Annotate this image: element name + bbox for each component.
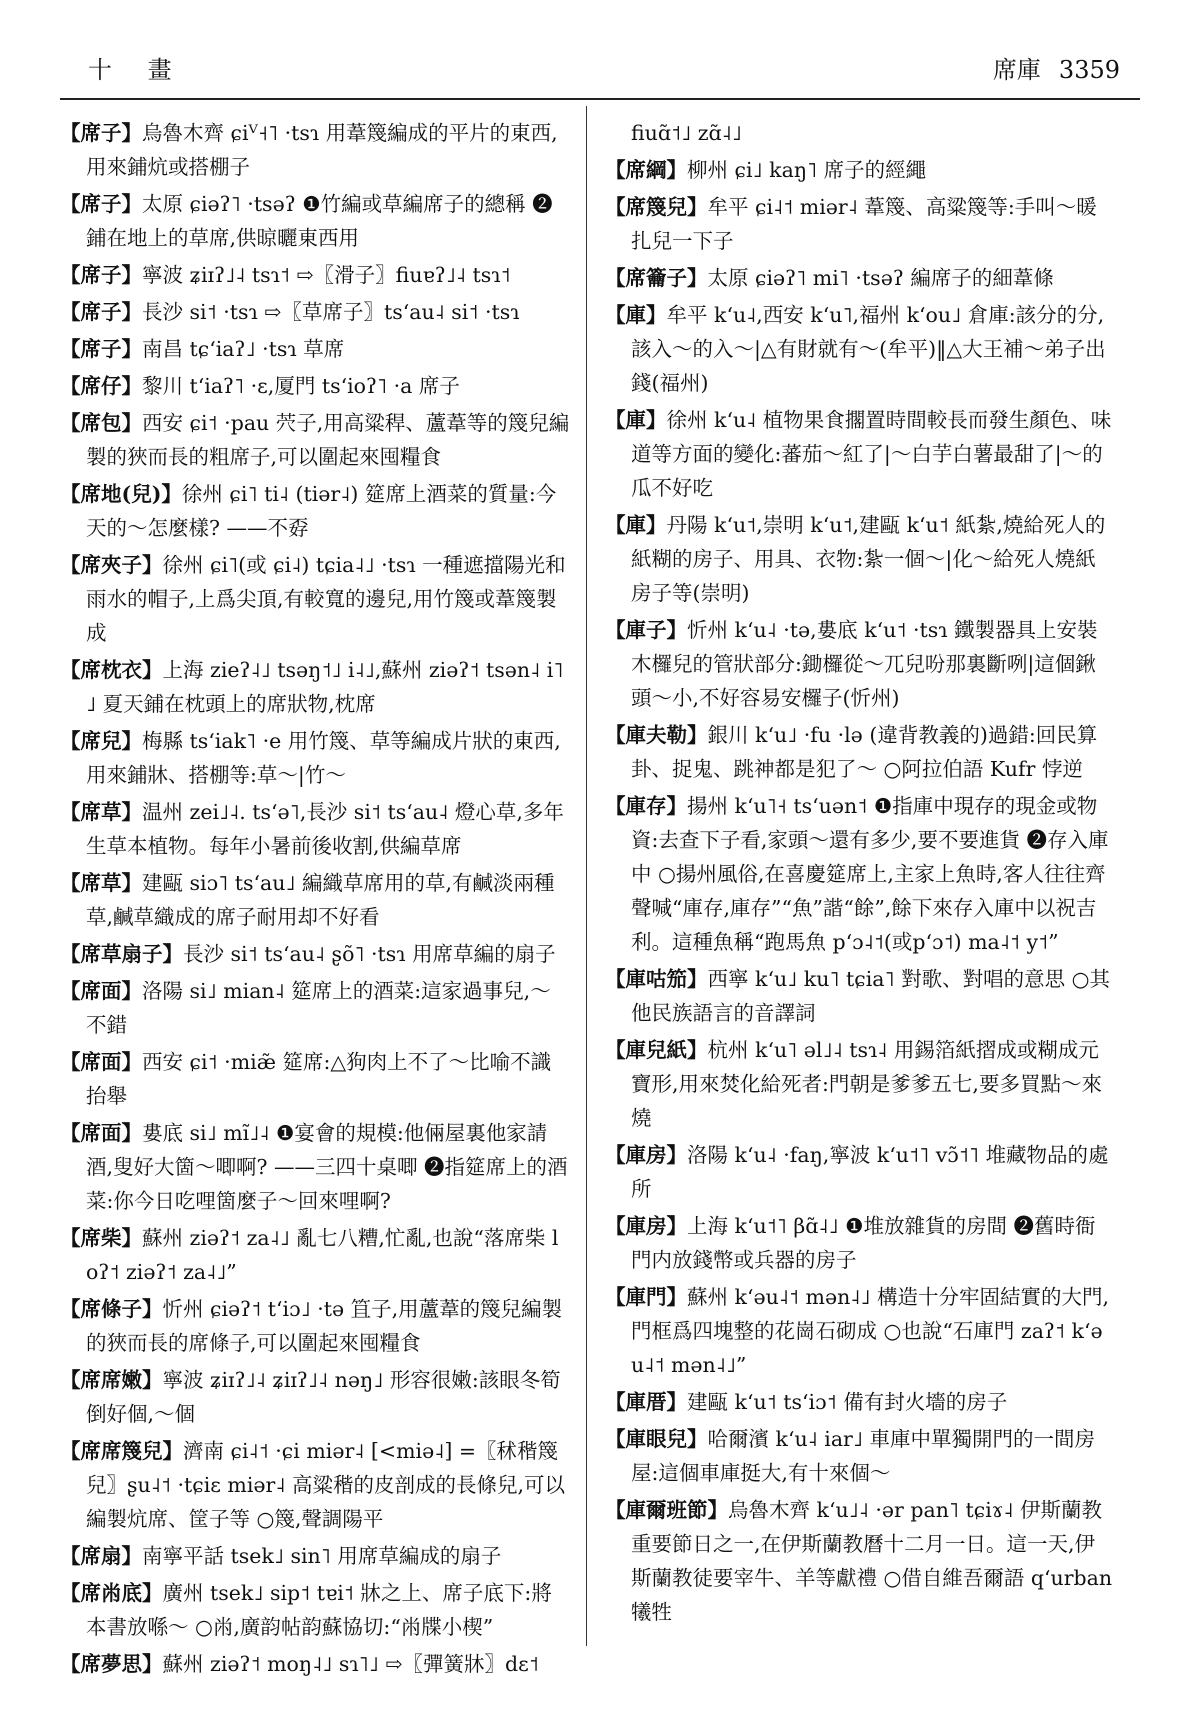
entry-definition: 長沙 si˦ tsʻau˨ ʂõ˥ ·tsɿ 用席草編的扇子 <box>183 942 556 966</box>
right-column <box>605 116 1115 1632</box>
entry-headword: 【席子】 <box>60 263 142 287</box>
dictionary-entry <box>60 866 570 934</box>
entry-definition: 黎川 tʻiaʔ˥ ·ɛ,厦門 tsʻioʔ˥ ·a 席子 <box>142 374 460 398</box>
entry-headword: 【席地(兒)】 <box>60 482 182 506</box>
entry-headword: 【席條子】 <box>60 1297 163 1321</box>
entry-headword: 【庫房】 <box>605 1143 687 1167</box>
entry-headword: 【席夢思】 <box>60 1652 163 1676</box>
entry-headword: 【庫】 <box>605 513 667 537</box>
entry-headword: 【庫咕笳】 <box>605 967 708 991</box>
dictionary-entry <box>60 1647 570 1681</box>
entry-definition: 哈爾濱 kʻu˨ iar˩ 車庫中單獨開門的一間房屋:這個車庫挺大,有十來個～ <box>631 1427 1095 1485</box>
entry-definition: 婁底 si˩ mĩ˩˨ ❶宴會的規模:他倆屋裏他家請酒,叟好大箇～唧啊? ——三四十桌唧 ❷指筵席上的酒菜:你今日吃哩箇麼子～回來哩啊? <box>86 1121 568 1213</box>
entry-definition: 洛陽 si˩ mian˨ 筵席上的酒菜:這家過事兒,～不錯 <box>86 979 551 1037</box>
entry-definition: 建甌 kʻu˦ tsʻiɔ˦ 備有封火墻的房子 <box>687 1390 1008 1414</box>
dictionary-entry <box>605 261 1115 295</box>
dictionary-entry <box>605 403 1115 505</box>
dictionary-entry <box>605 1280 1115 1382</box>
dictionary-entry <box>60 1221 570 1289</box>
dictionary-entry <box>605 789 1115 959</box>
entry-headword: 【庫子】 <box>605 618 687 642</box>
entry-definition: 徐州 ɕi˥ ti˨ (tiər˨) 筵席上酒菜的質量:今天的～怎麼樣? ——不孬 <box>86 482 557 540</box>
header-chars: 席庫 <box>992 56 1041 84</box>
entry-headword: 【席面】 <box>60 979 142 1003</box>
entry-definition: 揚州 kʻu˥˧ tsʻuən˦ ❶指庫中現存的現金或物資:去查下子看,家頭～還有多少,要不要進貨 ❷存入庫中 ○揚州風俗,在喜慶筵席上,主家上魚時,客人往往齊聲喊“庫存,庫存”“魚”諧“餘”,餘下來存入庫中以祝吉利。這種魚稱“跑馬魚 pʻɔ˨˦(或pʻɔ˦) ma˨˦ y˦” <box>631 794 1109 954</box>
entry-definition: 杭州 kʻu˥ əl˩˨ tsɿ˨ 用錫箔紙摺成或糊成元寶形,用來焚化給死者:門朝是爹爹五七,要多買點～來燒 <box>631 1038 1102 1130</box>
dictionary-page <box>60 40 1140 1680</box>
dictionary-entry <box>60 795 570 863</box>
entry-definition: 南寧平話 tsek˩ sin˥ 用席草編成的扇子 <box>142 1544 502 1568</box>
entry-definition: 西安 ɕi˦ ·pau 茓子,用高粱稈、蘆葦等的篾兒編製的狹而長的粗席子,可以圍起來囤糧食 <box>86 411 570 469</box>
entry-definition: 上海 kʻu˦˥ βɑ̃˨˩ ❶堆放雜貨的房間 ❷舊時衙門内放錢幣或兵器的房子 <box>631 1214 1096 1272</box>
entry-headword: 【席㡀底】 <box>60 1581 163 1605</box>
entry-definition: 梅縣 tsʻiak˥ ·e 用竹篾、草等編成片狀的東西,用來鋪牀、搭棚等:草～|竹～ <box>86 729 561 787</box>
entry-headword: 【庫厝】 <box>605 1390 687 1414</box>
dictionary-entry <box>60 369 570 403</box>
dictionary-entry <box>60 1576 570 1644</box>
dictionary-entry <box>605 1138 1115 1206</box>
entry-definition: 徐州 kʻu˨ 植物果食擱置時間較長而發生顏色、味道等方面的變化:蕃茄～紅了|～白芋白薯最甜了|～的瓜不好吃 <box>631 408 1112 500</box>
dictionary-entry <box>605 613 1115 715</box>
entry-headword: 【席仔】 <box>60 374 142 398</box>
page-number: 3359 <box>1058 56 1120 84</box>
entry-headword: 【席面】 <box>60 1050 142 1074</box>
entry-definition: 蘇州 ziəʔ˦ za˨˩ 亂七八糟,忙亂,也說“落席柴 loʔ˦ ziəʔ˦ za˨˩” <box>86 1226 559 1284</box>
entry-headword: 【席夾子】 <box>60 553 163 577</box>
entry-headword: 【席席篾兒】 <box>60 1439 183 1463</box>
left-column <box>60 116 570 1684</box>
entry-definition: 太原 ɕiəʔ˥ ·tsəʔ ❶竹編或草編席子的總稱 ❷鋪在地上的草席,供晾曬東西用 <box>86 192 553 250</box>
dictionary-entry <box>605 1033 1115 1135</box>
entry-headword: 【庫】 <box>605 303 667 327</box>
entry-definition: 柳州 ɕi˩ kaŋ˥ 席子的經繩 <box>687 158 927 182</box>
entry-headword: 【席柴】 <box>60 1226 142 1250</box>
dictionary-entry <box>60 1363 570 1431</box>
entry-headword: 【庫房】 <box>605 1214 687 1238</box>
entry-headword: 【席扇】 <box>60 1544 142 1568</box>
dictionary-entry <box>605 153 1115 187</box>
entry-definition: fiuɑ̃˦˩ zɑ̃˨˩ <box>631 121 742 145</box>
entry-definition: 洛陽 kʻu˨ ·faŋ,寧波 kʻu˦˥ vɔ̃˦˥ 堆藏物品的處所 <box>631 1143 1109 1201</box>
dictionary-entry <box>60 1434 570 1536</box>
entry-headword: 【席包】 <box>60 411 142 435</box>
entry-definition: 西安 ɕi˦ ·miæ̃ 筵席:△狗肉上不了～比喻不識抬舉 <box>86 1050 552 1108</box>
entry-headword: 【席子】 <box>60 300 142 324</box>
entry-definition: 上海 zieʔ˨˩ tsəŋ˦˩ i˨˩,蘇州 ziəʔ˦ tsən˨ i˥˩ 夏天鋪在枕頭上的席狀物,枕席 <box>86 658 564 716</box>
entry-definition: 銀川 kʻu˩ ·fu ·lə (違背教義的)過錯:回民算卦、捉鬼、跳神都是犯了～ ○阿拉伯語 Kufr 悖逆 <box>631 723 1098 781</box>
entry-definition: 長沙 si˦ ·tsɿ ⇨〖草席子〗tsʻau˨ si˦ ·tsɿ <box>142 300 520 324</box>
entry-definition: 寧波 ʑiɪʔ˩˨ ʑiɪʔ˩˨ nəŋ˩ 形容很嫩:該眼冬筍倒好個,～個 <box>86 1368 561 1426</box>
column-divider <box>586 106 587 1646</box>
entry-definition: 牟平 ɕi˨˦ miər˨ 葦篾、高粱篾等:手叫～暖扎兒一下子 <box>631 195 1097 253</box>
dictionary-entry <box>605 298 1115 400</box>
header-right <box>993 50 1120 85</box>
dictionary-entry <box>60 406 570 474</box>
dictionary-entry <box>60 258 570 292</box>
entry-headword: 【席篾兒】 <box>605 195 708 219</box>
entry-definition: 烏魯木齊 kʻu˩˨ ·ər pan˥ tɕiɤ˨ 伊斯蘭教重要節日之一,在伊斯蘭教曆十二月一日。這一天,伊斯蘭教徒要宰牛、羊等獻禮 ○借自維吾爾語 qʻurban 犧牲 <box>631 1498 1113 1624</box>
entry-headword: 【庫爾班節】 <box>605 1498 728 1522</box>
entry-definition: 南昌 tɕʻiaʔ˩ ·tsɿ 草席 <box>142 337 345 361</box>
dictionary-entry <box>605 1385 1115 1419</box>
entry-headword: 【庫存】 <box>605 794 687 818</box>
entry-definition: 蘇州 ziəʔ˦ moŋ˨˩ sɿ˥˩ ⇨〖彈簧牀〗dɛ˦ <box>162 1652 539 1676</box>
entry-headword: 【席草】 <box>60 871 142 895</box>
dictionary-entry <box>60 1292 570 1360</box>
dictionary-entry <box>60 937 570 971</box>
dictionary-entry <box>605 1422 1115 1490</box>
entry-headword: 【庫】 <box>605 408 667 432</box>
entry-headword: 【席子】 <box>60 121 142 145</box>
entry-headword: 【席兒】 <box>60 729 142 753</box>
section-title: 十 畫 <box>88 56 186 84</box>
dictionary-entry <box>605 508 1115 610</box>
dictionary-entry <box>605 962 1115 1030</box>
dictionary-entry <box>605 718 1115 786</box>
dictionary-entry <box>605 116 1115 150</box>
dictionary-entry <box>605 1209 1115 1277</box>
entry-headword: 【席枕衣】 <box>60 658 163 682</box>
entry-headword: 【席席嫩】 <box>60 1368 163 1392</box>
dictionary-entry <box>60 724 570 792</box>
entry-definition: 建甌 siɔ˥ tsʻau˩ 編織草席用的草,有鹹淡兩種草,鹹草織成的席子耐用却不好看 <box>86 871 555 929</box>
entry-headword: 【席綱】 <box>605 158 687 182</box>
dictionary-entry <box>60 332 570 366</box>
entry-definition: 烏魯木齊 ɕiⱽ˧˥ ·tsɿ 用葦篾編成的平片的東西,用來鋪炕或搭棚子 <box>86 121 558 179</box>
entry-definition: 徐州 ɕi˥(或 ɕi˨) tɕia˨˩ ·tsɿ 一種遮擋陽光和雨水的帽子,上爲尖頂,有較寬的邊兒,用竹篾或葦篾製成 <box>86 553 566 645</box>
dictionary-entry <box>60 295 570 329</box>
dictionary-entry <box>60 116 570 184</box>
entry-definition: 忻州 ɕiəʔ˦ tʻiɔ˩ ·tə 笡子,用蘆葦的篾兒編製的狹而長的席條子,可以圍起來囤糧食 <box>86 1297 563 1355</box>
entry-headword: 【席籥子】 <box>605 266 708 290</box>
entry-definition: 忻州 kʻu˨ ·tə,婁底 kʻu˦ ·tsɿ 鐵製器具上安裝木欏兒的管狀部分:鋤欏從～兀兒吩那裏斷咧|這個鍬頭～小,不好容易安欏子(忻州) <box>631 618 1098 710</box>
entry-headword: 【席子】 <box>60 337 142 361</box>
dictionary-entry <box>60 477 570 545</box>
entry-headword: 【席草扇子】 <box>60 942 183 966</box>
entry-definition: 濟南 ɕi˨˦ ·ɕi miər˨ [<miə˨] =〖秫稭篾兒〗ʂu˨˦ ·tɕiɛ miər˨ 高粱稭的皮剖成的長條兒,可以編製炕席、筐子等 ○篾,聲調陽平 <box>86 1439 565 1531</box>
entry-headword: 【席草】 <box>60 800 142 824</box>
dictionary-entry <box>605 1493 1115 1629</box>
dictionary-entry <box>60 548 570 650</box>
dictionary-entry <box>60 1539 570 1573</box>
entry-definition: 蘇州 kʻəu˨˦ mən˨˩ 構造十分牢固結實的大門,門框爲四塊整的花崗石砌成 ○也說“石庫門 zaʔ˦ kʻəu˨˦ mən˨˩” <box>631 1285 1110 1377</box>
entry-headword: 【庫門】 <box>605 1285 687 1309</box>
dictionary-entry <box>60 1116 570 1218</box>
dictionary-entry <box>605 190 1115 258</box>
dictionary-entry <box>60 187 570 255</box>
entry-definition: 牟平 kʻu˨,西安 kʻu˥,福州 kʻou˩ 倉庫:該分的分,該入～的入～|△有財就有～(牟平)‖△大王補～弟子出錢(福州) <box>631 303 1106 395</box>
entry-headword: 【庫兒紙】 <box>605 1038 708 1062</box>
entry-definition: 太原 ɕiəʔ˥ mi˥ ·tsəʔ 編席子的細葦條 <box>707 266 1054 290</box>
entry-headword: 【庫眼兒】 <box>605 1427 708 1451</box>
entry-definition: 丹陽 kʻu˦,崇明 kʻu˦,建甌 kʻu˦ 紙紮,燒給死人的紙糊的房子、用具、衣物:紮一個～|化～給死人燒紙房子等(崇明) <box>631 513 1106 605</box>
entry-definition: 廣州 tsek˩ sip˦ tɐi˦ 牀之上、席子底下:將本書放喺～ ○㡀,廣韵帖韵蘇協切:“㡀牒小楔” <box>86 1581 552 1639</box>
entry-headword: 【席子】 <box>60 192 142 216</box>
entry-definition: 寧波 ʑiɪʔ˩˨ tsɿ˦ ⇨〖滑子〗fiuɐʔ˩˨ tsɿ˦ <box>142 263 511 287</box>
entry-definition: 温州 zei˩˨. tsʻə˥,長沙 si˦ tsʻau˨ 燈心草,多年生草本植物。每年小暑前後收割,供編草席 <box>86 800 564 858</box>
dictionary-entry <box>60 653 570 721</box>
page-header <box>60 40 1140 100</box>
dictionary-entry <box>60 1045 570 1113</box>
entry-headword: 【席面】 <box>60 1121 142 1145</box>
entry-definition: 西寧 kʻu˩ ku˥ tɕia˥ 對歌、對唱的意思 ○其他民族語言的音譯詞 <box>631 967 1111 1025</box>
entry-headword: 【庫夫勒】 <box>605 723 708 747</box>
dictionary-entry <box>60 974 570 1042</box>
